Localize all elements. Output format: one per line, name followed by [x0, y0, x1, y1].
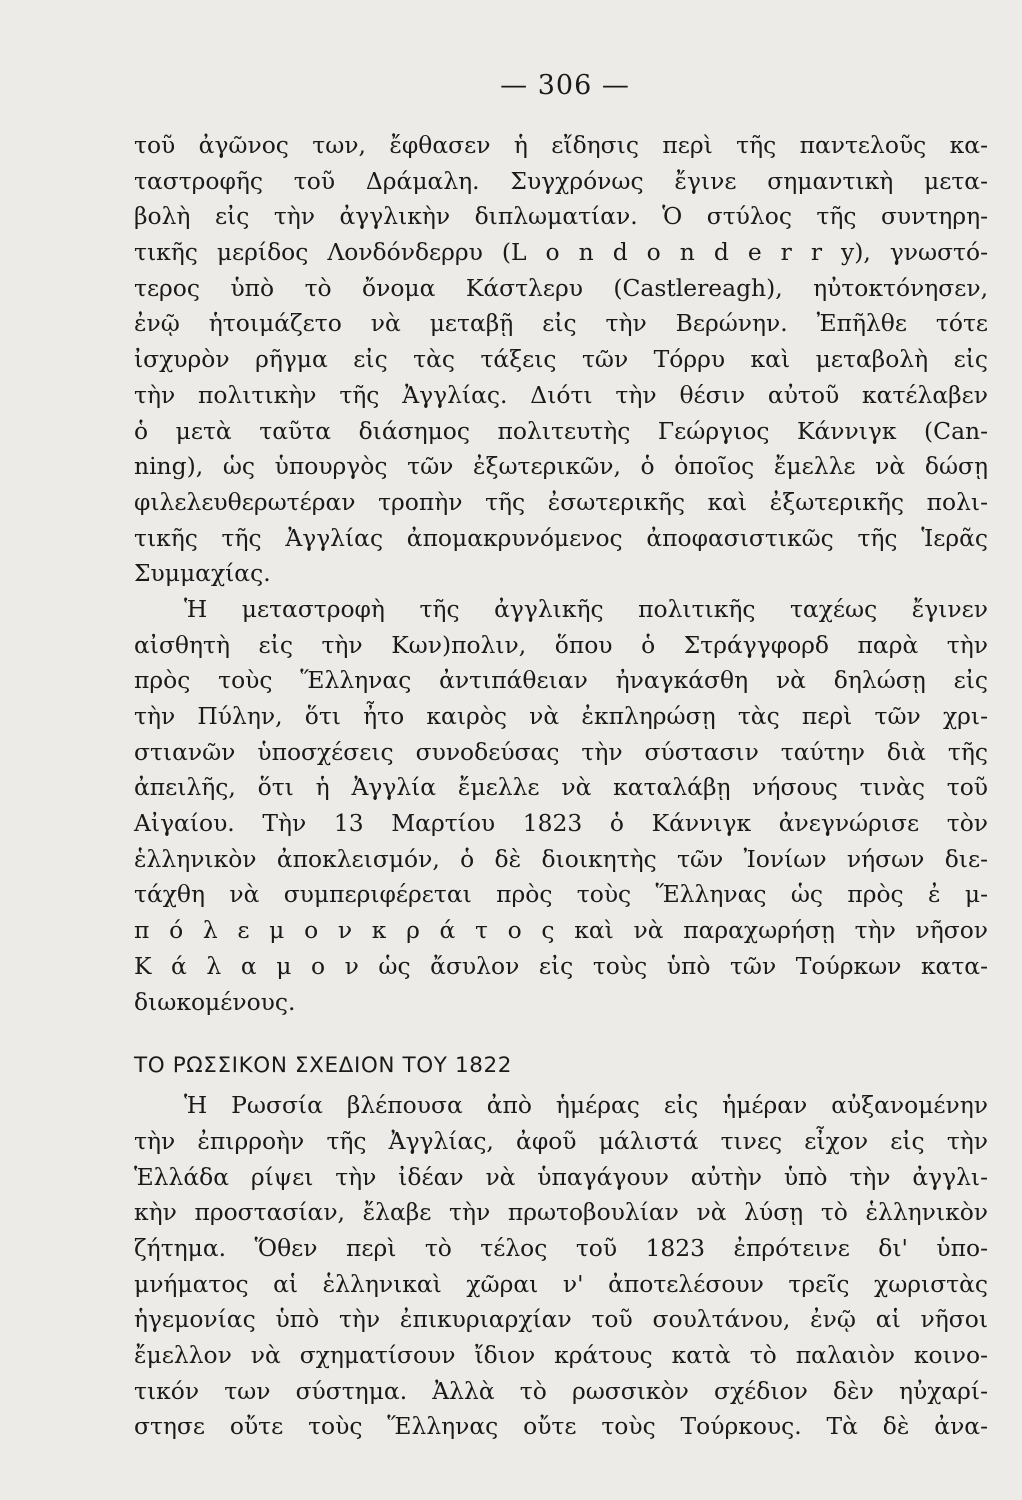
text-line: τικόν των σύστημα. Ἀλλὰ τὸ ρωσσικὸν σχέδιον δὲν ηὐχαρί- — [134, 1376, 988, 1405]
text-line: ἐνῷ ἡτοιμάζετο νὰ μεταβῇ εἰς τὴν Βερώνην. Ἐπῆλθε τότε — [134, 309, 988, 338]
text-line: π ό λ ε μ ο ν κ ρ ά τ ο ς καὶ νὰ παραχωρήσῃ τὴν νῆσον — [134, 916, 988, 945]
text-line: τοῦ ἀγῶνος των, ἔφθασεν ἡ εἴδησις περὶ τῆς παντελοῦς κα- — [134, 131, 988, 159]
text-line: ἰσχυρὸν ρῆγμα εἰς τὰς τάξεις τῶν Τόρρυ καὶ μεταβολὴ εἰς — [134, 345, 988, 374]
text-line: τικῆς τῆς Ἀγγλίας ἀπομακρυνόμενος ἀποφασιστικῶς τῆς Ἱερᾶς — [134, 523, 988, 552]
text-line: ἡγεμονίας ὑπὸ τὴν ἐπικυριαρχίαν τοῦ σουλτάνου, ἐνῷ αἱ νῆσοι — [134, 1305, 988, 1334]
text-line: φιλελευθερωτέραν τροπὴν τῆς ἐσωτερικῆς καὶ ἐξωτερικῆς πολι- — [134, 487, 988, 516]
text-line: ning), ὡς ὑπουργὸς τῶν ἐξωτερικῶν, ὁ ὁποῖος ἔμελλε νὰ δώσῃ — [134, 452, 988, 481]
text-line: ὁ μετὰ ταῦτα διάσημος πολιτευτὴς Γεώργιος Κάννιγκ (Can- — [134, 416, 988, 445]
text-line: τάχθη νὰ συμπεριφέρεται πρὸς τοὺς Ἕλληνας ὡς πρὸς ἐ μ- — [134, 880, 988, 909]
paragraph-russian-plan — [134, 1088, 988, 1445]
text-line: ἔμελλον νὰ σχηματίσουν ἴδιον κράτους κατὰ τὸ παλαιὸν κοινο- — [134, 1341, 988, 1369]
text-line: τὴν Πύλην, ὅτι ἦτο καιρὸς νὰ ἐκπληρώσῃ τὰς περὶ τῶν χρι- — [134, 702, 988, 730]
text-line: τικῆς μερίδος Λονδόνδερρυ (L o n d o n d e r r y), γνωστό- — [134, 238, 988, 267]
text-line: ἑλληνικὸν ἀποκλεισμόν, ὁ δὲ διοικητὴς τῶν Ἰονίων νήσων διε- — [134, 844, 988, 873]
text-line: Κ ά λ α μ ο ν ὡς ἄσυλον εἰς τοὺς ὑπὸ τῶν Τούρκων κατα- — [134, 951, 988, 980]
page-number: — 306 — — [500, 70, 630, 101]
paragraph-policy-change — [134, 592, 988, 1020]
text-line: ταστροφῆς τοῦ Δράμαλη. Συγχρόνως ἔγινε σημαντικὴ μετα- — [134, 166, 988, 195]
text-line: αἰσθητὴ εἰς τὴν Κων)πολιν, ὅπου ὁ Στράγγφορδ παρὰ τὴν — [134, 630, 988, 659]
text-line: τὴν πολιτικὴν τῆς Ἀγγλίας. Διότι τὴν θέσιν αὐτοῦ κατέλαβεν — [134, 380, 988, 409]
text-line: Ἡ μεταστροφὴ τῆς ἀγγλικῆς πολιτικῆς ταχέως ἔγινεν — [184, 594, 988, 623]
text-line: κὴν προστασίαν, ἔλαβε τὴν πρωτοβουλίαν νὰ λύσῃ τὸ ἑλληνικὸν — [134, 1198, 988, 1227]
text-line: διωκομένους. — [134, 987, 296, 1016]
text-line: ζήτημα. Ὅθεν περὶ τὸ τέλος τοῦ 1823 ἐπρότεινε δι' ὑπο- — [134, 1233, 988, 1262]
text-line: ἀπειλῆς, ὅτι ἡ Ἀγγλία ἔμελλε νὰ καταλάβῃ νήσους τινὰς τοῦ — [134, 773, 988, 802]
text-line: στησε οὔτε τοὺς Ἕλληνας οὔτε τοὺς Τούρκους. Τὰ δὲ ἀνα- — [134, 1412, 988, 1441]
text-line: στιανῶν ὑποσχέσεις συνοδεύσας τὴν σύστασιν ταύτην διὰ τῆς — [134, 737, 988, 766]
text-line: βολὴ εἰς τὴν ἀγγλικὴν διπλωματίαν. Ὁ στύλος τῆς συντηρη- — [134, 202, 988, 231]
text-line: Συμμαχίας. — [134, 559, 271, 588]
text-body — [134, 128, 988, 1445]
text-line: Ἑλλάδα ρίψει τὴν ἰδέαν νὰ ὑπαγάγουν αὐτὴν ὑπὸ τὴν ἀγγλι- — [134, 1162, 988, 1191]
paragraph-castlereagh — [134, 128, 988, 592]
text-line: Ἡ Ρωσσία βλέπουσα ἀπὸ ἡμέρας εἰς ἡμέραν αὐξανομένην — [184, 1091, 988, 1120]
text-line: τὴν ἐπιρροὴν τῆς Ἀγγλίας, ἀφοῦ μάλιστά τινες εἶχον εἰς τὴν — [134, 1126, 988, 1155]
text-line: Αἰγαίου. Τὴν 13 Μαρτίου 1823 ὁ Κάννιγκ ἀνεγνώρισε τὸν — [134, 809, 988, 838]
text-line: τερος ὑπὸ τὸ ὄνομα Κάστλερυ (Castlereagh), ηὐτοκτόνησεν, — [134, 273, 988, 302]
text-line: μνήματος αἱ ἑλληνικαὶ χῶραι ν' ἀποτελέσουν τρεῖς χωριστὰς — [134, 1269, 988, 1298]
section-heading: ΤΟ ΡΩΣΣΙΚΟΝ ΣΧΕΔΙΟΝ ΤΟΥ 1822 — [134, 1053, 513, 1079]
text-line: πρὸς τοὺς Ἕλληνας ἀντιπάθειαν ἠναγκάσθη νὰ δηλώσῃ εἰς — [134, 666, 988, 695]
